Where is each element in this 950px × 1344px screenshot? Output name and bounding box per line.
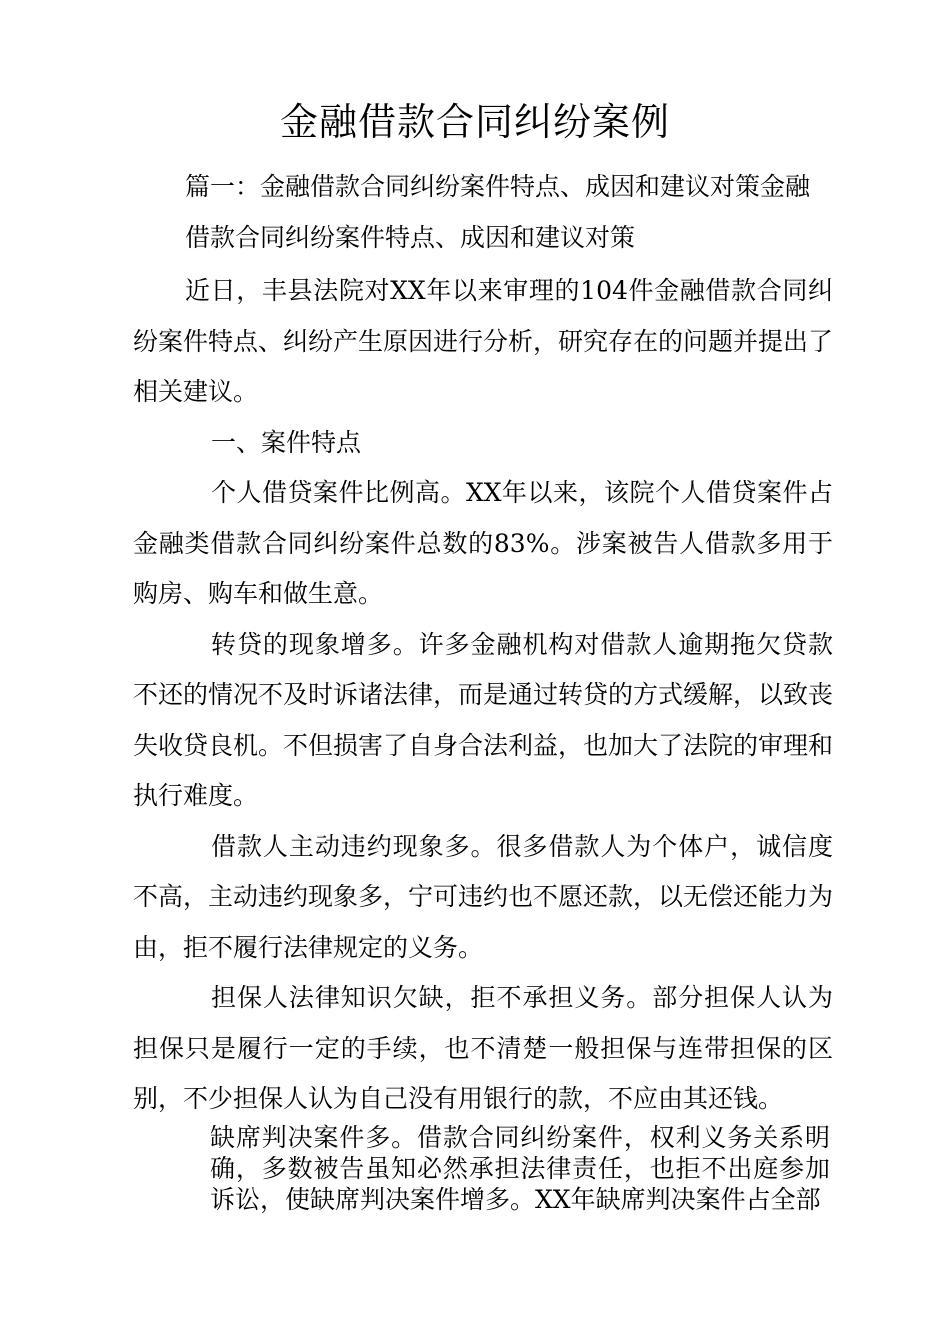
body-block [133, 266, 833, 1125]
heading-block [133, 162, 833, 263]
paragraph-refinancing: 转贷的现象增多。许多金融机构对借款人逾期拖欠贷款不还的情况不及时诉诸法律，而是通过转贷的方式缓解，以致丧失收贷良机。不但损害了自身合法利益，也加大了法院的审理和执行难度。 [133, 629, 834, 810]
intro-paragraph: 近日，丰县法院对XX年以来审理的104件金融借款合同纠纷案件特点、纠纷产生原因进行分析，研究存在的问题并提出了相关建议。 [133, 276, 834, 406]
paragraph-guarantor: 担保人法律知识欠缺，拒不承担义务。部分担保人认为担保只是履行一定的手续，也不清楚一般担保与连带担保的区别，不少担保人认为自己没有用银行的款，不应由其还钱。 [133, 983, 833, 1113]
paragraph-personal-loans: 个人借贷案件比例高。XX年以来，该院个人借贷案件占金融类借款合同纠纷案件总数的83%。涉案被告人借款多用于购房、购车和做生意。 [133, 478, 833, 608]
article-heading-line-2: 借款合同纠纷案件特点、成因和建议对策 [185, 222, 636, 252]
paragraph-borrower-default: 借款人主动违约现象多。很多借款人为个体户，诚信度不高，主动违约现象多，宁可违约也不愿还款，以无偿还能力为由，拒不履行法律规定的义务。 [133, 831, 834, 962]
paragraph-default-judgment: 缺席判决案件多。借款合同纠纷案件，权利义务关系明确，多数被告虽知必然承担法律责任，也拒不出庭参加诉讼，使缺席判决案件增多。XX年缺席判决案件占全部 [210, 1123, 830, 1214]
section-heading: 一、案件特点 [211, 427, 362, 457]
article-heading-line-1: 篇一：金融借款合同纠纷案件特点、成因和建议对策金融 [185, 172, 811, 201]
document-title: 金融借款合同纠纷案例 [279, 100, 670, 144]
